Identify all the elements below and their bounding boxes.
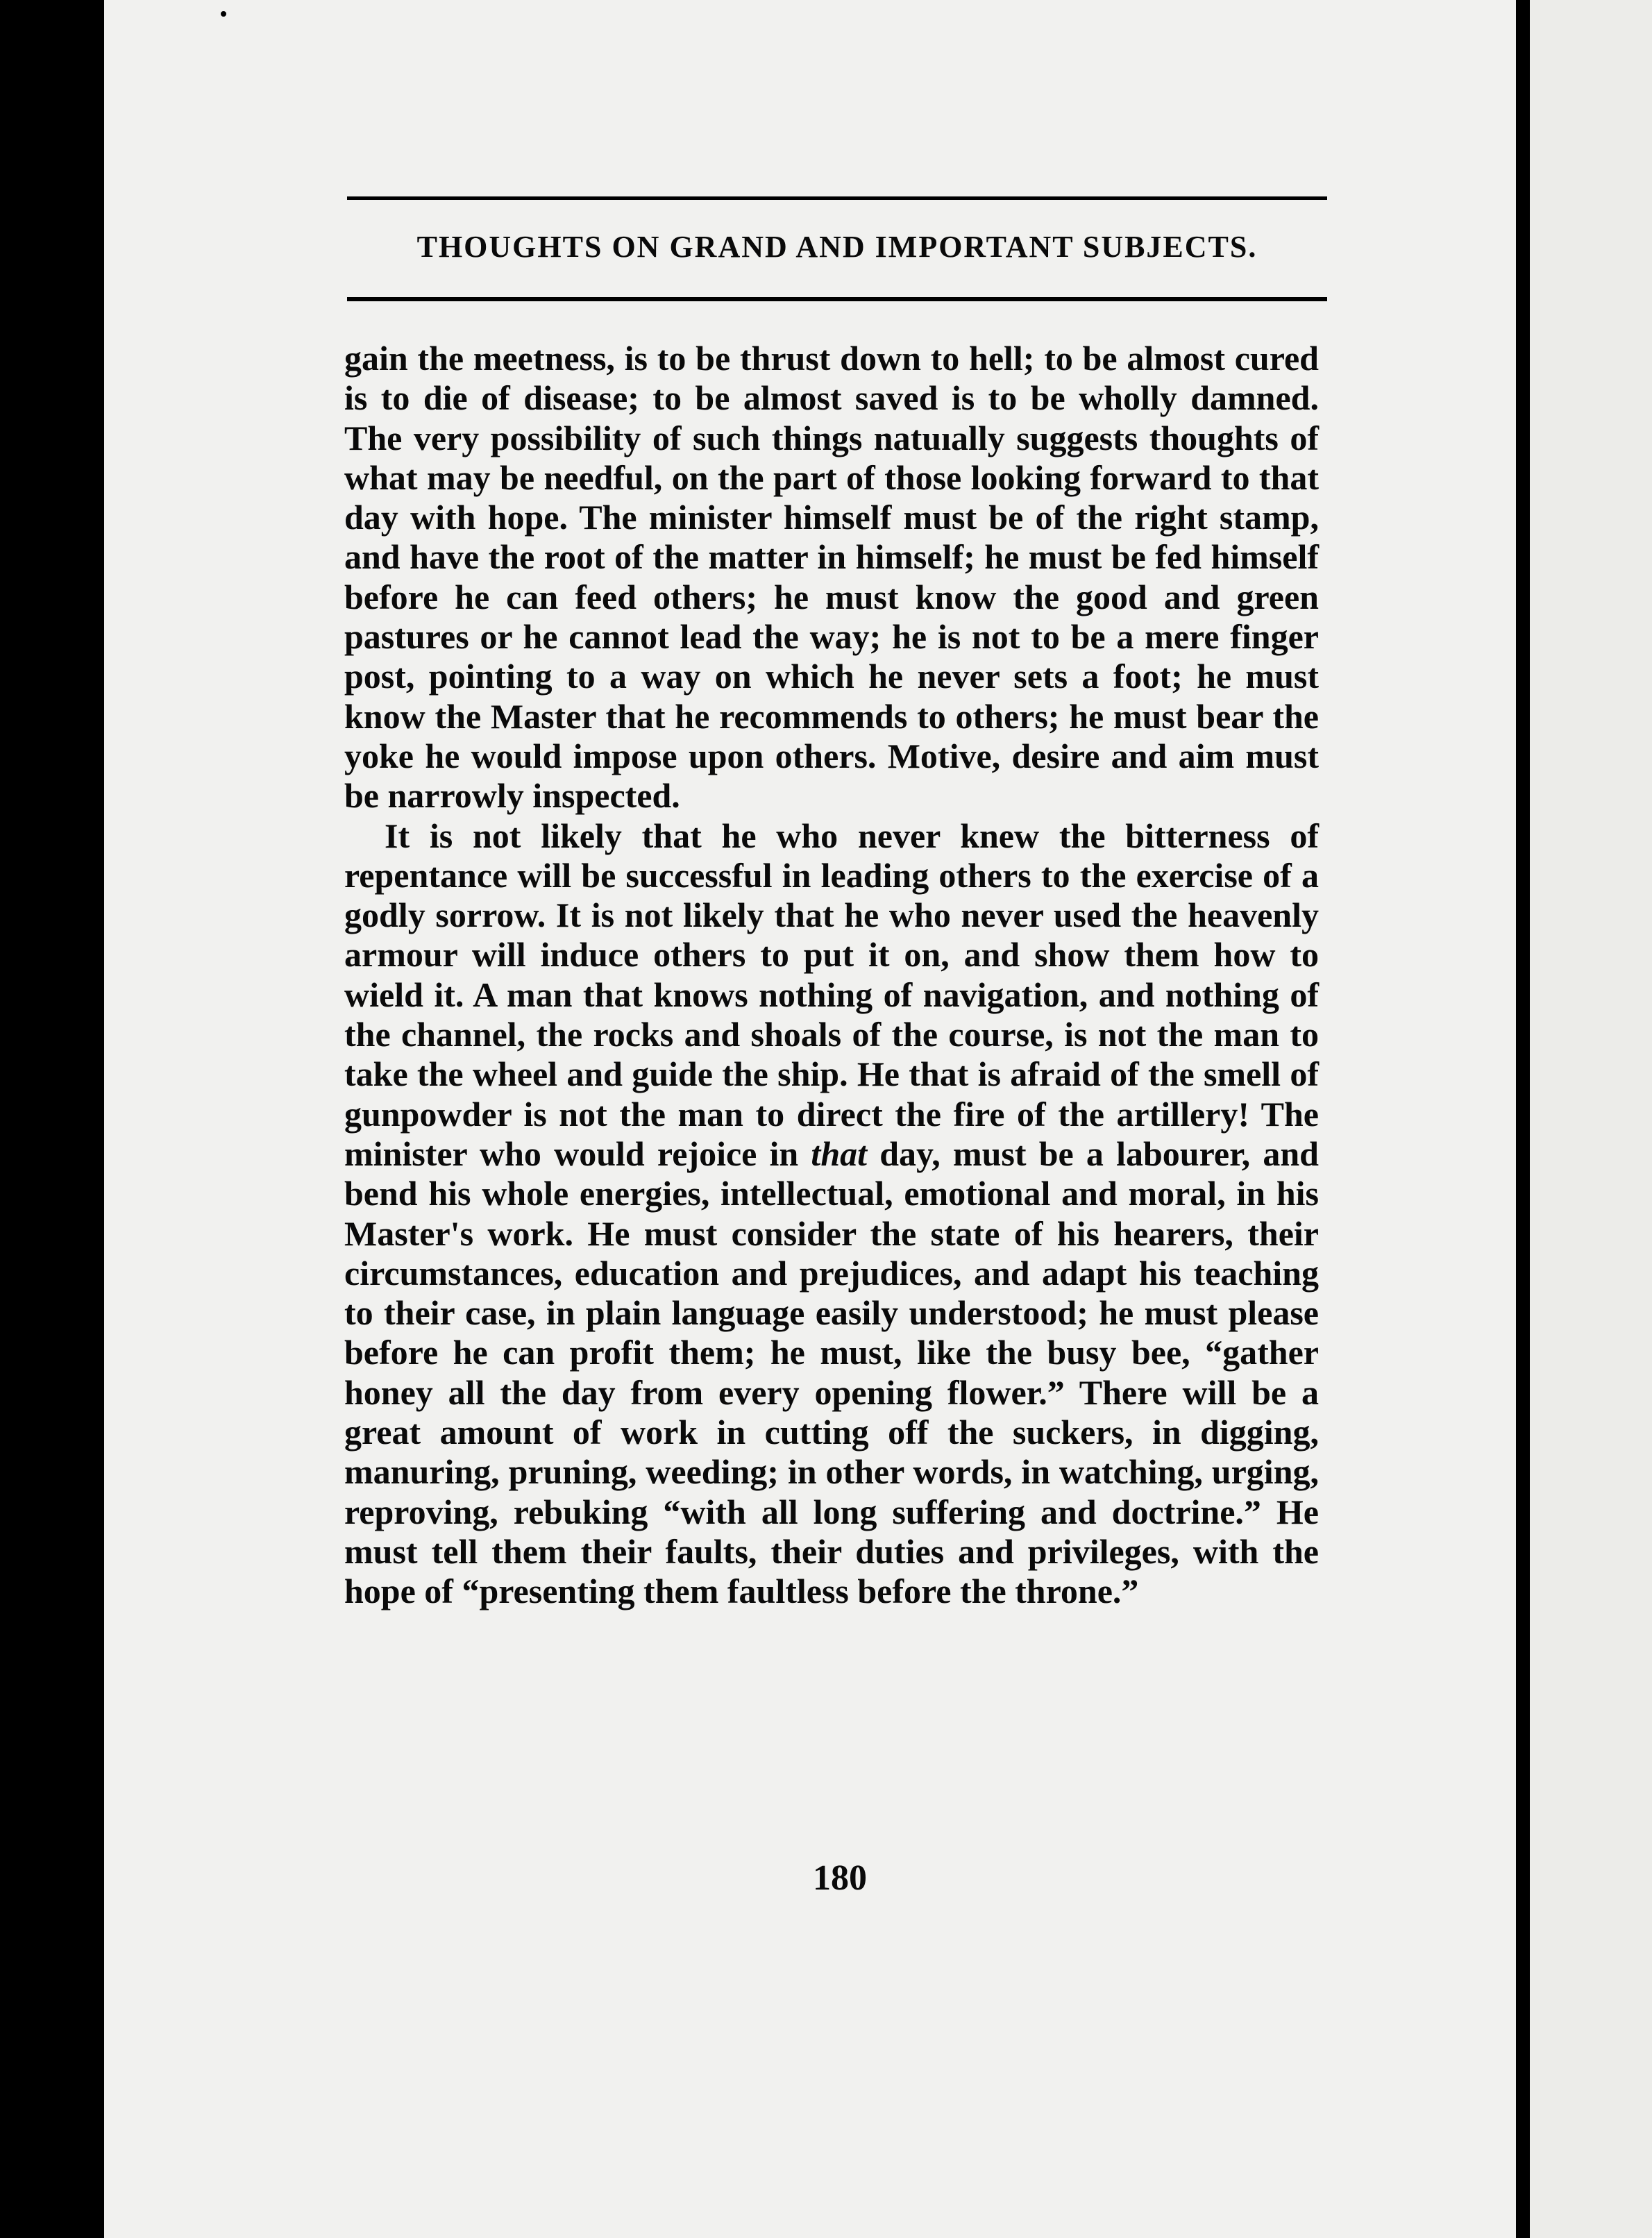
paragraph-2 [344, 816, 1319, 1612]
paragraph-1: gain the meetness, is to be thrust down to hell; to be almost cured is to die of disease; to be almost saved is to be wholly damned. The very possibility of such things natuıally suggests thoughts of what may be needful, on the part of those looking forward to that day with hope. The minister himself must be of the right stamp, and have the root of the matter in himself; he must be fed himself before he can feed others; he must know the good and green pastures or he cannot lead the way; he is not to be a mere finger post, pointing to a way on which he never sets a foot; he must know the Master that he recommends to others; he must bear the yoke he would impose upon others. Motive, desire and aim must be narrowly inspected. [344, 339, 1319, 816]
running-head: THOUGHTS ON GRAND AND IMPORTANT SUBJECTS. [416, 230, 1258, 264]
paragraph-2-end: day, must be a labourer, and bend his whole energies, intellectual, emotional and moral, in his Master's work. He must consider the state of his hearers, their circumstances, education and prejudices, and adapt his teaching to their case, in plain language easily understood; he must please before he can profit them; he must, like the busy bee, “gather honey all the day from every opening flower.” There will be a great amount of work in cutting off the suckers, in digging, manuring, pruning, weeding; in other words, in watching, urging, reproving, rebuking “with all long suffering and doctrine.” He must tell them their faults, their duties and privileges, with the hope of “presenting them faultless before the throne.” [344, 1134, 1319, 1611]
facing-page-edge [1530, 0, 1652, 2238]
header-rule-top [347, 196, 1327, 200]
body-text [344, 339, 1319, 1612]
scan-speck [22, 89, 26, 93]
page-number: 180 [813, 1858, 867, 1898]
paragraph-2-start: It is not likely that he who never knew the bitterness of repentance will be successful in leading others to the exercise of a godly sorrow. It is not likely that he who never used the heavenly armour will induce others to put it on, and show them how to wield it. A man that knows nothing of navigation, and nothing of the channel, the rocks and shoals of the course, is not the man to take the wheel and guide the ship. He that is afraid of the smell of gunpowder is not the man to direct the fire of the artillery! The minister who would rejoice in [344, 816, 1319, 1173]
scan-speck [221, 11, 226, 17]
page-gutter [1516, 0, 1530, 2238]
header-rule-bottom [347, 297, 1327, 301]
emphasis-that: that [811, 1134, 868, 1173]
